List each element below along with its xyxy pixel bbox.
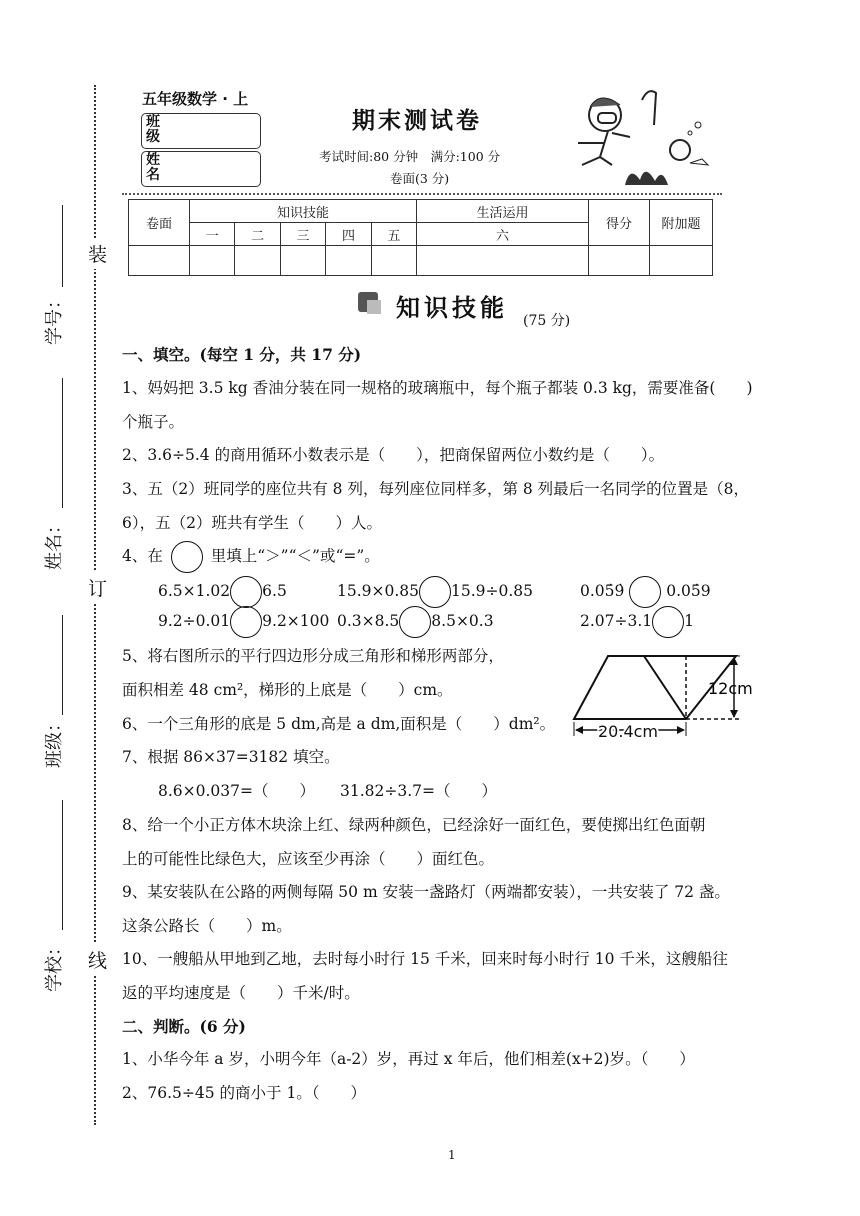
q2: 2、3.6÷5.4 的商用循环小数表示是（ ），把商保留两位小数约是（ ）。	[122, 446, 665, 464]
q5-line2: 面积相差 48 cm²，梯形的上底是（ ）cm。	[122, 681, 453, 699]
q8-line1: 8、给一个小正方体木块涂上红、绿两种颜色，已经涂好一面红色，要使掷出红色面朝	[122, 816, 706, 834]
grade-label: 五年级数学 · 上	[142, 90, 249, 108]
score-cell[interactable]	[650, 246, 713, 276]
header-separator	[122, 193, 722, 195]
banji-label: 班级：	[44, 714, 65, 768]
compare-circle[interactable]	[629, 576, 661, 608]
q9-line2: 这条公路长（ ）m。	[122, 917, 292, 935]
name-box-label: 姓名	[146, 152, 160, 183]
cmp-left: 0.3×8.5	[337, 612, 400, 630]
cmp-left: 9.2÷0.01	[158, 612, 231, 630]
q7a: 8.6×0.037=（ ）	[158, 782, 315, 800]
height-label: 12cm	[708, 679, 753, 698]
class-box-label: 班级	[146, 114, 160, 145]
page-title: 期末测试卷	[352, 108, 482, 134]
cmp-right: 9.2×100	[262, 612, 330, 630]
q10-line2: 返的平均速度是（ ）千米/时。	[122, 984, 360, 1002]
score-table	[128, 199, 713, 276]
col-defen: 得分	[589, 200, 650, 246]
cmp-3	[580, 576, 711, 608]
binding-char-zhuang: 装	[88, 238, 107, 269]
col-3: 三	[280, 223, 325, 246]
cmp-left: 2.07÷3.1	[580, 612, 653, 630]
name-box[interactable]	[141, 151, 261, 187]
q6: 6、一个三角形的底是 5 dm,高是 a dm,面积是（ ）dm²。	[122, 715, 556, 733]
page-number: 1	[448, 1148, 456, 1162]
section-icon-shadow	[367, 300, 381, 314]
section-score: (75 分)	[523, 313, 571, 329]
q7: 7、根据 86×37=3182 填空。	[122, 748, 340, 766]
cmp-right: 1	[684, 612, 695, 630]
xingming-line	[62, 378, 63, 508]
xingming-label: 姓名：	[44, 516, 65, 570]
cmp-right: 6.5	[262, 582, 287, 600]
score-cell[interactable]	[280, 246, 325, 276]
q3-line1: 3、五（2）班同学的座位共有 8 列，每列座位同样多，第 8 列最后一名同学的位置是（8，	[122, 480, 750, 498]
compare-circle[interactable]	[652, 606, 684, 638]
section-title: 知识技能	[396, 294, 508, 322]
score-cell[interactable]	[235, 246, 280, 276]
compare-circle[interactable]	[399, 606, 431, 638]
neatness-score: 卷面(3 分)	[390, 171, 450, 186]
diver-illustration	[570, 85, 720, 190]
exam-time: 考试时间:80 分钟 满分:100 分	[319, 149, 501, 164]
compare-circle[interactable]	[419, 576, 451, 608]
q3-line2: 6），五（2）班共有学生（ ）人。	[122, 514, 382, 532]
cmp-2	[337, 576, 533, 608]
part2-heading: 二、判断。(6 分)	[122, 1017, 246, 1036]
score-cell[interactable]	[190, 246, 235, 276]
col-fujia: 附加题	[650, 200, 713, 246]
col-6: 六	[417, 223, 589, 246]
cmp-5	[337, 606, 494, 638]
col-zhishi: 知识技能	[190, 200, 417, 223]
xuexiao-label: 学校：	[44, 938, 65, 992]
col-5: 五	[371, 223, 416, 246]
col-shenghuo: 生活运用	[417, 200, 589, 223]
banji-line	[62, 615, 63, 715]
cmp-6	[580, 606, 694, 638]
q4-prefix: 4、在	[122, 547, 163, 565]
binding-char-xian: 线	[88, 944, 107, 975]
xuehao-label: 学号：	[44, 291, 65, 345]
q4	[122, 541, 380, 573]
compare-circle[interactable]	[230, 606, 262, 638]
col-4: 四	[326, 223, 371, 246]
class-box[interactable]	[141, 113, 261, 149]
judge-q2: 2、76.5÷45 的商小于 1。（ ）	[122, 1084, 367, 1102]
compare-circle[interactable]	[230, 576, 262, 608]
score-cell[interactable]	[326, 246, 371, 276]
col-1: 一	[190, 223, 235, 246]
q5-line1: 5、将右图所示的平行四边形分成三角形和梯形两部分，	[122, 647, 504, 665]
q4-suffix: 里填上“＞”“＜”或“=”。	[210, 547, 380, 565]
cmp-left: 15.9×0.85	[337, 582, 420, 600]
score-cell[interactable]	[129, 246, 190, 276]
score-cell[interactable]	[417, 246, 589, 276]
cmp-left: 0.05̇9̇	[580, 582, 625, 600]
q1-line2: 个瓶子。	[122, 413, 185, 431]
q8-line2: 上的可能性比绿色大，应该至少再涂（ ）面红色。	[122, 850, 495, 868]
score-cell[interactable]	[589, 246, 650, 276]
base-label: 20.4cm	[598, 722, 659, 741]
cmp-right: 8.5×0.3	[431, 612, 494, 630]
parallelogram-figure	[568, 648, 768, 748]
cmp-1	[158, 576, 287, 608]
col-2: 二	[235, 223, 280, 246]
cmp-right: 15.9÷0.85	[451, 582, 534, 600]
xuehao-line	[62, 205, 63, 287]
cmp-right: 0.05̇9	[666, 582, 711, 600]
circle-icon	[171, 541, 203, 573]
xuexiao-line	[62, 800, 63, 930]
part1-heading: 一、填空。(每空 1 分，共 17 分)	[122, 345, 362, 364]
judge-q1: 1、小华今年 a 岁，小明今年（a-2）岁，再过 x 年后，他们相差(x+2)岁。（ ）	[122, 1050, 695, 1068]
score-cell[interactable]	[371, 246, 416, 276]
col-juanmian: 卷面	[129, 200, 190, 246]
binding-char-ding: 订	[88, 572, 107, 603]
q7b: 31.82÷3.7=（ ）	[340, 782, 497, 800]
cmp-left: 6.5×1.02	[158, 582, 231, 600]
cmp-4	[158, 606, 329, 638]
q1-line1: 1、妈妈把 3.5 kg 香油分装在同一规格的玻璃瓶中，每个瓶子都装 0.3 kg，需要准备( )	[122, 379, 753, 397]
q10-line1: 10、一艘船从甲地到乙地，去时每小时行 15 千米，回来时每小时行 10 千米，这艘船往	[122, 950, 728, 968]
q9-line1: 9、某安装队在公路的两侧每隔 50 m 安装一盏路灯（两端都安装），一共安装了 72 盏。	[122, 883, 730, 901]
